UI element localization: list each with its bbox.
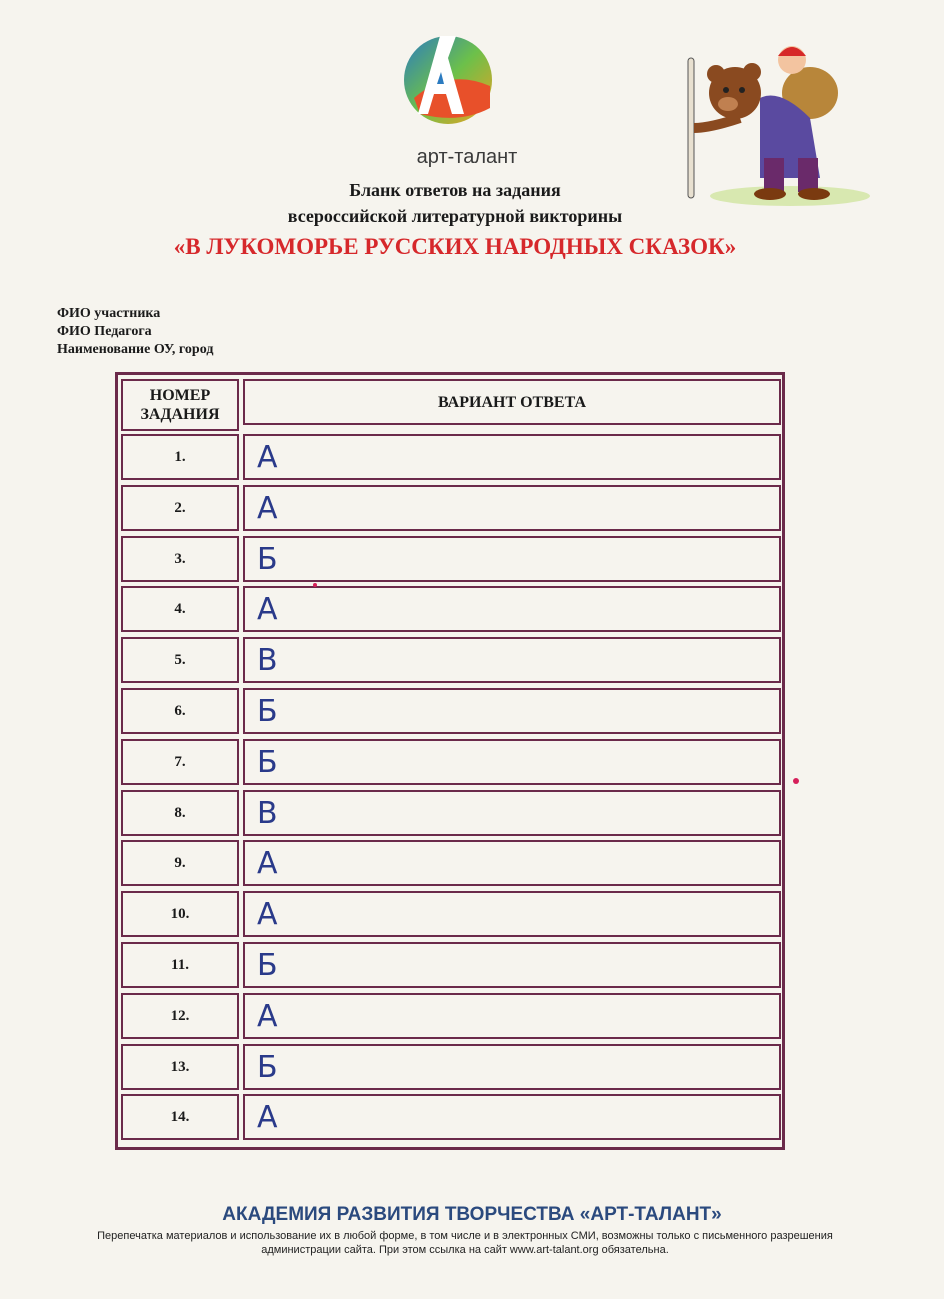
form-subtitle: всероссийской литературной викторины: [287, 206, 623, 226]
ink-dot: [313, 583, 317, 587]
answer-cell[interactable]: А: [243, 485, 781, 531]
school-city-label: Наименование ОУ, город: [57, 342, 214, 357]
answer-cell[interactable]: Б: [243, 1044, 781, 1090]
header-answer-option: ВАРИАНТ ОТВЕТА: [243, 379, 781, 425]
participant-fields: [57, 305, 213, 359]
task-number-cell: 5.: [121, 637, 239, 683]
task-number-cell: 14.: [121, 1094, 239, 1140]
answer-cell[interactable]: В: [243, 790, 781, 836]
task-number-cell: 12.: [121, 993, 239, 1039]
art-talant-logo: [400, 28, 496, 128]
task-number-cell: 9.: [121, 840, 239, 886]
task-number-cell: 10.: [121, 891, 239, 937]
task-number-cell: 7.: [121, 739, 239, 785]
teacher-name-label: ФИО Педагога: [57, 324, 152, 339]
academy-name: АКАДЕМИЯ РАЗВИТИЯ ТВОРЧЕСТВА «АРТ-ТАЛАНТ»: [222, 1204, 722, 1225]
copyright-notice: Перепечатка материалов и использование их в любой форме, в том числе и в электронных СМИ, возможны только с письменного разрешения администрации сайта. При этом ссылка на сайт www.art-talant.org обязательна.: [97, 1230, 833, 1256]
answer-cell[interactable]: Б: [243, 536, 781, 582]
task-number-cell: 6.: [121, 688, 239, 734]
answer-cell[interactable]: Б: [243, 942, 781, 988]
answer-cell[interactable]: А: [243, 434, 781, 480]
task-number-cell: 1.: [121, 434, 239, 480]
answer-cell[interactable]: Б: [243, 739, 781, 785]
participant-name-label: ФИО участника: [57, 306, 161, 321]
header-task-number: НОМЕР ЗАДАНИЯ: [121, 379, 239, 431]
task-number-cell: 13.: [121, 1044, 239, 1090]
task-number-cell: 3.: [121, 536, 239, 582]
quiz-title: «В ЛУКОМОРЬЕ РУССКИХ НАРОДНЫХ СКАЗОК»: [173, 234, 737, 259]
answer-cell[interactable]: А: [243, 891, 781, 937]
answer-cell[interactable]: А: [243, 993, 781, 1039]
logo-brand-text: арт-талант: [416, 146, 518, 168]
task-number-cell: 11.: [121, 942, 239, 988]
ink-dot: [793, 778, 799, 784]
answer-cell[interactable]: А: [243, 1094, 781, 1140]
task-number-cell: 4.: [121, 586, 239, 632]
answer-cell[interactable]: А: [243, 586, 781, 632]
answer-cell[interactable]: А: [243, 840, 781, 886]
form-title: Бланк ответов на задания: [349, 180, 561, 200]
answer-cell[interactable]: Б: [243, 688, 781, 734]
task-number-cell: 2.: [121, 485, 239, 531]
answer-cell[interactable]: В: [243, 637, 781, 683]
task-number-cell: 8.: [121, 790, 239, 836]
